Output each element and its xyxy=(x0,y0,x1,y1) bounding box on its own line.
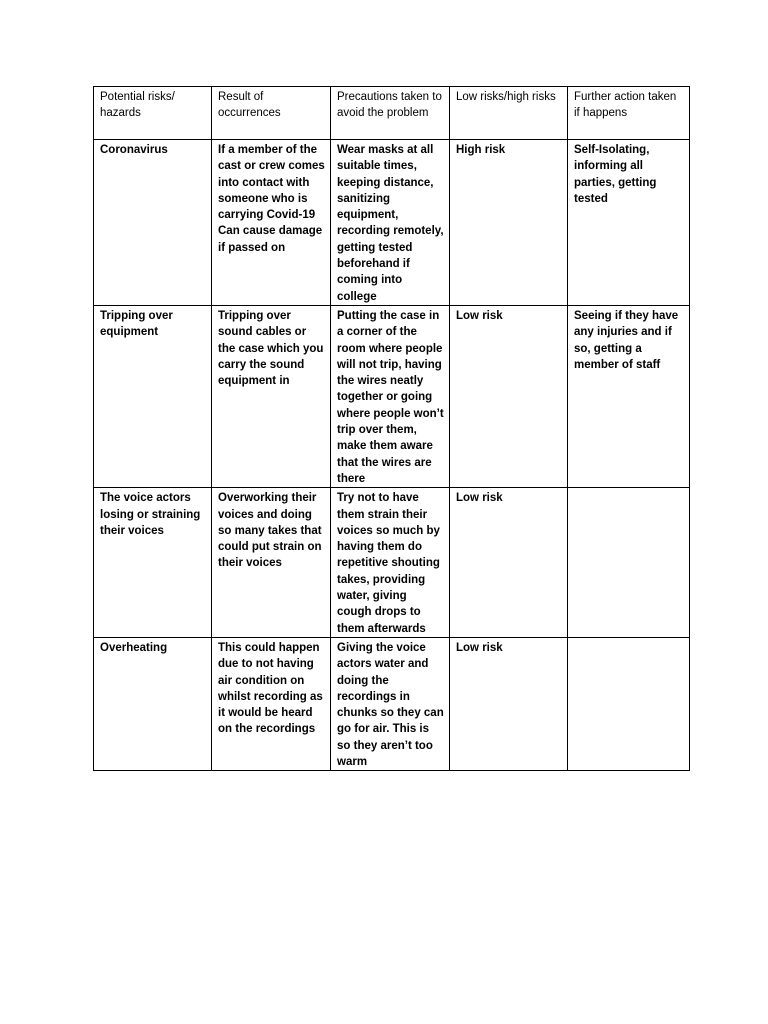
header-cell-further-action: Further action taken if happens xyxy=(568,87,690,140)
further-action-cell: Seeing if they have any injuries and if so, getting a member of staff xyxy=(568,305,690,487)
risk-level-cell: Low risk xyxy=(450,637,568,770)
table-header-row xyxy=(94,87,690,140)
hazard-cell: Tripping over equipment xyxy=(94,305,212,487)
header-cell-hazards: Potential risks/ hazards xyxy=(94,87,212,140)
hazard-cell: Coronavirus xyxy=(94,140,212,306)
risk-assessment-table xyxy=(93,86,690,771)
hazard-cell: The voice actors losing or straining their voices xyxy=(94,488,212,638)
hazard-cell: Overheating xyxy=(94,637,212,770)
further-action-cell xyxy=(568,488,690,638)
precautions-cell: Try not to have them strain their voices so much by having them do repetitive shouting takes, providing water, giving cough drops to them afterwards xyxy=(331,488,450,638)
result-cell: Tripping over sound cables or the case which you carry the sound equipment in xyxy=(212,305,331,487)
result-cell: Overworking their voices and doing so many takes that could put strain on their voices xyxy=(212,488,331,638)
precautions-cell: Wear masks at all suitable times, keeping distance, sanitizing equipment, recording remotely, getting tested beforehand if coming into college xyxy=(331,140,450,306)
table-row xyxy=(94,637,690,770)
header-cell-result: Result of occurrences xyxy=(212,87,331,140)
further-action-cell xyxy=(568,637,690,770)
result-cell: If a member of the cast or crew comes into contact with someone who is carrying Covid-19 Can cause damage if passed on xyxy=(212,140,331,306)
header-cell-precautions: Precautions taken to avoid the problem xyxy=(331,87,450,140)
table-row xyxy=(94,140,690,306)
table-row xyxy=(94,305,690,487)
header-cell-risk-level: Low risks/high risks xyxy=(450,87,568,140)
risk-level-cell: High risk xyxy=(450,140,568,306)
further-action-cell: Self-Isolating, informing all parties, getting tested xyxy=(568,140,690,306)
precautions-cell: Giving the voice actors water and doing the recordings in chunks so they can go for air. This is so they aren’t too warm xyxy=(331,637,450,770)
result-cell: This could happen due to not having air condition on whilst recording as it would be heard on the recordings xyxy=(212,637,331,770)
precautions-cell: Putting the case in a corner of the room where people will not trip, having the wires neatly together or going where people won’t trip over them, make them aware that the wires are there xyxy=(331,305,450,487)
risk-level-cell: Low risk xyxy=(450,488,568,638)
risk-level-cell: Low risk xyxy=(450,305,568,487)
table-row xyxy=(94,488,690,638)
